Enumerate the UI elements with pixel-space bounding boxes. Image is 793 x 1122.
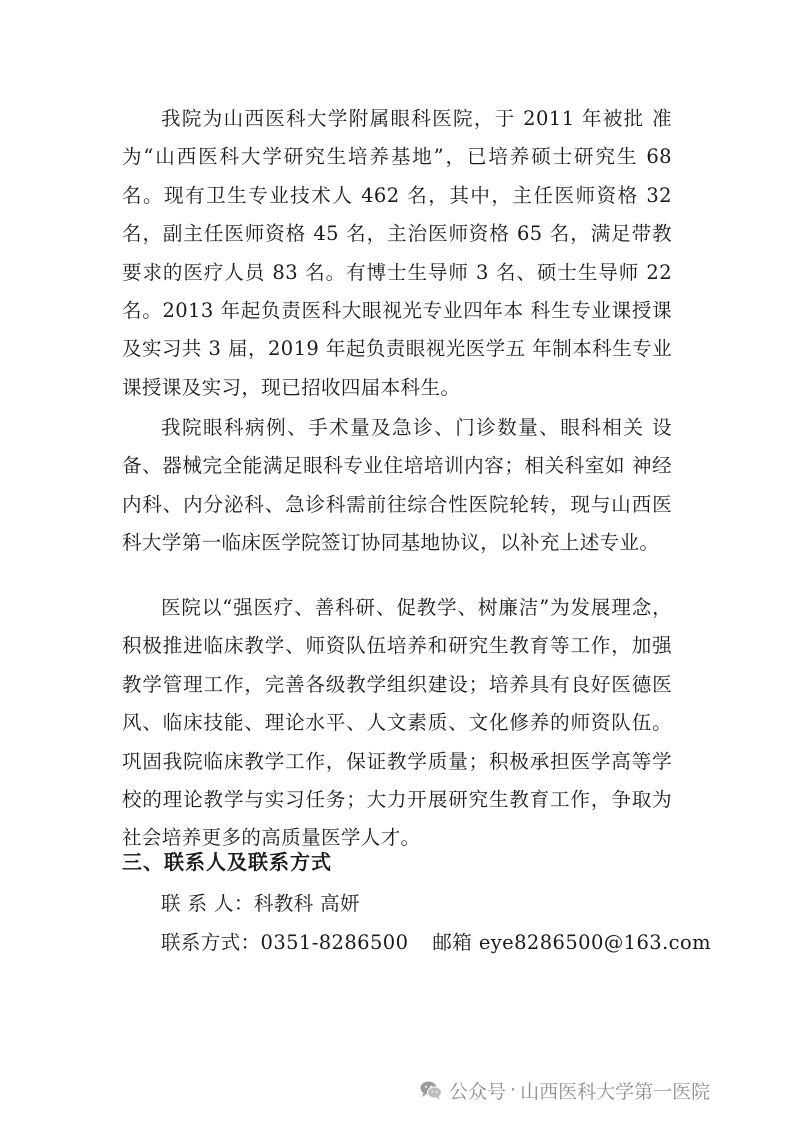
contact-person-line <box>161 885 360 923</box>
contact-person-label: 联 系 人： <box>161 892 254 915</box>
contact-method-label: 联系方式： <box>161 931 261 954</box>
contact-email[interactable]: eye8286500@163.com <box>478 931 712 954</box>
contact-phone[interactable]: 0351-8286500 <box>260 931 409 954</box>
wechat-watermark <box>419 1075 710 1105</box>
paragraph-development-philosophy: 医院以“强医疗、善科研、促教学、树廉洁”为发展理念，积极推进临床教学、师资队伍培养和研究生教育等工作，加强教学管理工作，完善各级教学组织建设；培养具有良好医德医风、临床技能、理论水平、人文素质、文化修养的师资队伍。巩固我院临床教学工作，保证教学质量；积极承担医学高等学校的理论教学与实习任务；大力开展研究生教育工作，争取为社会培养更多的高质量医学人才。 <box>122 596 672 850</box>
contact-method-line <box>161 924 711 962</box>
paragraph-clinical-resources: 我院眼科病例、手术量及急诊、门诊数量、眼科相关 设备、器械完全能满足眼科专业住培培训内容；相关科室如 神经内科、内分泌科、急诊科需前往综合性医院轮转，现与山西医科大学第一临床医学院签订协同基地协议，以补充上述专业。 <box>122 416 672 555</box>
watermark-account-name: 山西医科大学第一医院 <box>520 1080 711 1103</box>
watermark-separator: · <box>510 1079 517 1101</box>
contact-email-label: 邮箱 <box>432 931 473 954</box>
wechat-icon <box>419 1078 443 1102</box>
section-heading-contact: 三、联系人及联系方式 <box>122 850 332 874</box>
paragraph-hospital-overview: 我院为山西医科大学附属眼科医院，于 2011 年被批 准为“山西医科大学研究生培养基地”，已培养硕士研究生 68 名。现有卫生专业技术人 462 名，其中，主任医师资格 32 名，副主任医师资格 45 名，主治医师资格 65 名，满足带教要求的医疗人员 83 名。有博士生导师 3 名、硕士生导师 22 名。2013 年起负责医科大眼视光专业四年本 科生专业课授课及实习共 3 届，2019 年起负责眼视光医学五 年制本科生专业课授课及实习，现已招收四届本科生。 <box>122 107 672 399</box>
contact-person-value: 科教科 高妍 <box>253 892 360 915</box>
watermark-prefix: 公众号 <box>449 1080 507 1103</box>
